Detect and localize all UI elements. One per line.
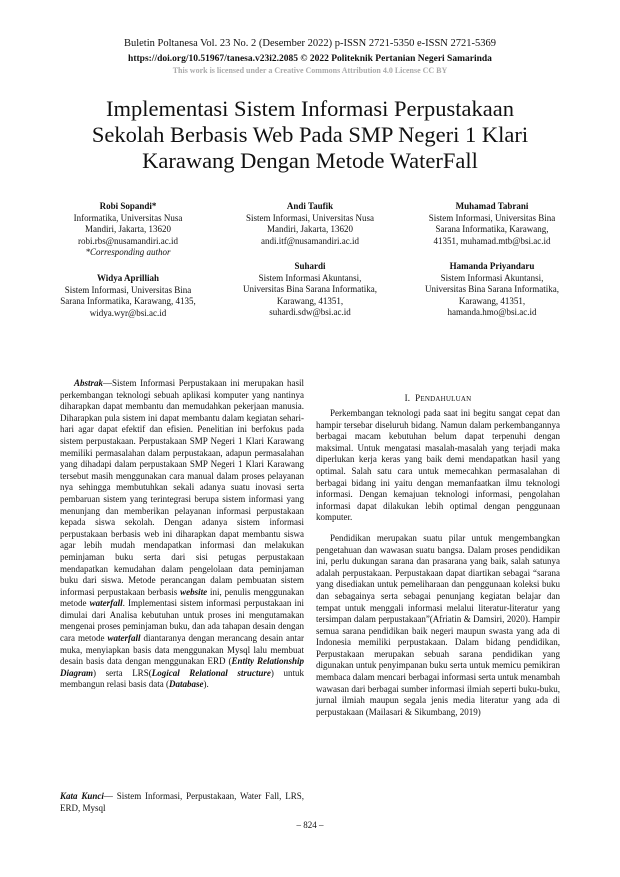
author-name: Andi Taufik (286, 201, 334, 211)
corresponding-author-note: *Corresponding author (85, 247, 171, 258)
author-affiliation: Sistem Informasi Akuntansi, (258, 272, 362, 283)
author-affiliation: Sistem Informasi Akuntansi, (440, 272, 544, 283)
author-affiliation: Karawang, 41351, (276, 295, 344, 306)
abstract-part: —Sistem Informasi Perpustakaan ini merupakan hasil perkembangan teknologi sebuah aplikasi komputer yang nantinya diharapkan dapat membantu dan memudahkan pekerjaan manusia. Diharapkan pula sistem ini dapat membantu dalam kegiatan sehari-hari agar dapat efektif dan efisien. Penelitian ini berfokus pada sistem perpustakaan. Perpustakaan SMP Negeri 1 Klari Karawang memiliki permasalahan dalam perpustakaan, adapun permasalahan yang dihadapi dalam perpustakaan SMP Negeri 1 Klari Karawang tersebut masih menggunakan cara manual dalam proses pelayanan nya sehingga membutuhkan sekali adanya suatu inovasi serta pembaruan sistem yang terintegrasi berupa sistem informasi yang menunjang dan memberikan pelayanan informasi perpustakaan kepada siswa sekolah. Dengan adanya sistem informasi perpustakaan berbasis web ini diharapkan dapat membantu siswa agar lebih mudah mendapatkan informasi dan melakukan peminjaman buku serta dari sisi petugas perpustakaan mendapatkan kemudahan dalam pengelolaan data peminjaman buku dari siswa. Metode perancangan dalam pembuatan sistem informasi perpustakaan berbasis (60, 378, 304, 597)
abstract-part: ). (203, 679, 209, 690)
section-heading-intro (316, 393, 560, 403)
paper-title (40, 96, 580, 174)
author-affiliation: Universitas Bina Sarana Informatika, (243, 284, 377, 295)
title-line: Sekolah Berbasis Web Pada SMP Negeri 1 Klari (91, 122, 529, 147)
abstract-emphasis: Entity Relationship Diagram (60, 656, 304, 678)
author-block (402, 201, 582, 247)
author-affiliation: Sarana Informatika, Karawang, 4135, (60, 296, 196, 307)
author-affiliation: Mandiri, Jakarta, 13620 (267, 224, 353, 235)
page-number: – 824 – (296, 820, 324, 830)
author-name: Widya Aprilliah (96, 273, 160, 283)
title-line: Implementasi Sistem Informasi Perpustakaan (105, 96, 515, 121)
doi-line[interactable]: https://doi.org/10.51967/tanesa.v23i2.2085 © 2022 Politeknik Pertanian Negeri Samarinda (128, 54, 492, 64)
abstract-emphasis: waterfall (107, 633, 141, 644)
section-title-rest: ENDAHULUAN (420, 395, 472, 403)
abstract-part: ) serta LRS( (93, 667, 152, 678)
author-affiliation: Sistem Informasi, Universitas Nusa (246, 212, 374, 223)
intro-paragraph: Pendidikan merupakan suatu pilar untuk mengembangkan pengetahuan dan wawasan suatu bangsa. Dalam proses pendidikan ini, perlu dukungan sarana dan prasarana yang baik, salah satunya adalah perpustakaan. Perpustakaan dapat diartikan sebagai “sarana yang disediakan untuk pemeliharaan dan penggunaan koleksi buku dan sebagainya serta sebagai penunjang kegiatan belajar dan tempat untuk menggali informasi melalui literatur-literatur yang tersimpan dalam perpustakaan”(Afriatin & Damsiri, 2020). Hampir semua sarana pendidikan baik negeri maupun swasta yang ada di Indonesia memiliki perpustakaan. Dalam bidang pendidikan, Perpustakaan merupakan sebuah sarana pendidikan yang digunakan untuk penyimpanan buku serta untuk memicu pemikiran membaca dalam mencari berbagai informasi serta untuk menambah wawasan dari berbagai sumber informasi ilmiah seperti buku-buku, jurnal ilmiah maupun segala jenis media literatur yang ada di perpustakaan (Mailasari & Sikumbang, 2019) (316, 532, 560, 717)
author-email[interactable]: hamanda.hmo@bsi.ac.id (447, 307, 537, 318)
author-email[interactable]: suhardi.sdw@bsi.ac.id (269, 307, 351, 318)
abstract-text (60, 378, 304, 691)
author-affiliation: Karawang, 41351, (458, 295, 526, 306)
abstract-part: ) untuk membangun relasi basis data ( (60, 667, 304, 690)
author-name: Hamanda Priyandaru (449, 261, 535, 271)
author-block (220, 261, 400, 319)
author-email[interactable]: robi.rbs@nusamandiri.ac.id (77, 235, 178, 246)
section-title-first: P (415, 393, 421, 403)
license-line[interactable]: This work is licensed under a Creative Commons Attribution 4.0 License CC BY (172, 66, 448, 75)
abstract-label: Abstrak (74, 378, 104, 388)
author-affiliation: Universitas Bina Sarana Informatika, (425, 284, 559, 295)
abstract-emphasis: waterfall (89, 598, 123, 609)
title-line: Karawang Dengan Metode WaterFall (142, 148, 478, 173)
abstract (60, 378, 304, 691)
author-affiliation: Sistem Informasi, Universitas Bina (428, 212, 556, 223)
author-email[interactable]: 41351, muhamad.mtb@bsi.ac.id (433, 235, 551, 246)
intro-paragraph: Perkembangan teknologi pada saat ini begitu sangat cepat dan hampir tersebar diseluruh bidang. Namun dalam perkembangannya berbagai macam kebutuhan belum dapat terpenuhi dengan maksimal. Untuk mengatasi masalah-masalah yang terjadi maka diperlukan kerja keras yang baik demi mendapatkan hasil yang optimal. Salah satu cara untuk memecahkan permasalahan di berbagai bidang ini yaitu dengan memanfaatkan ilmu teknologi informasi. Dengan kemajuan teknologi informasi, pengolahan informasi dapat dilakukan lebih optimal dengan penggunaan komputer. (316, 408, 560, 523)
author-email[interactable]: widya.wyr@bsi.ac.id (89, 307, 167, 318)
abstract-emphasis: Logical Relational structure (151, 667, 271, 678)
section-numeral: I. (404, 393, 411, 403)
author-block (402, 261, 582, 319)
journal-header: Buletin Poltanesa Vol. 23 No. 2 (Desember 2022) p-ISSN 2721-5350 e-ISSN 2721-5369 (123, 38, 497, 49)
abstract-part: . Implementasi sistem informasi perpustakaan ini dimulai dari Analisa kebutuhan untuk proses ini mengutamakan mengenai proses peminjaman buku, dan ada tahapan desain dengan cara metode (60, 598, 304, 644)
author-block (220, 201, 400, 247)
keywords (60, 790, 304, 814)
author-name: Suhardi (294, 261, 326, 271)
abstract-emphasis: website (180, 586, 208, 597)
author-affiliation: Mandiri, Jakarta, 13620 (85, 224, 171, 235)
author-affiliation: Informatika, Universitas Nusa (73, 212, 183, 223)
keywords-label: Kata Kunci (60, 791, 104, 801)
author-email[interactable]: andi.itf@nusamandiri.ac.id (260, 235, 359, 246)
author-block (38, 201, 218, 259)
abstract-part: ini, penulis menggunakan metode (60, 586, 305, 609)
author-name: Robi Sopandi* (99, 201, 157, 211)
abstract-emphasis: Database (168, 679, 204, 690)
author-block (38, 273, 218, 319)
author-affiliation: Sarana Informatika, Karawang, (435, 224, 549, 235)
introduction-body (316, 408, 560, 718)
abstract-part: diantaranya dengan merancang desain antar muka, menyiapkan basis data menggunakan Mysql lalu membuat desain basis data dengan menggunakan ERD ( (60, 633, 304, 667)
author-affiliation: Sistem Informasi, Universitas Bina (64, 284, 192, 295)
keywords-text: — Sistem Informasi, Perpustakaan, Water Fall, LRS, ERD, Mysql (60, 791, 304, 813)
author-name: Muhamad Tabrani (455, 201, 529, 211)
